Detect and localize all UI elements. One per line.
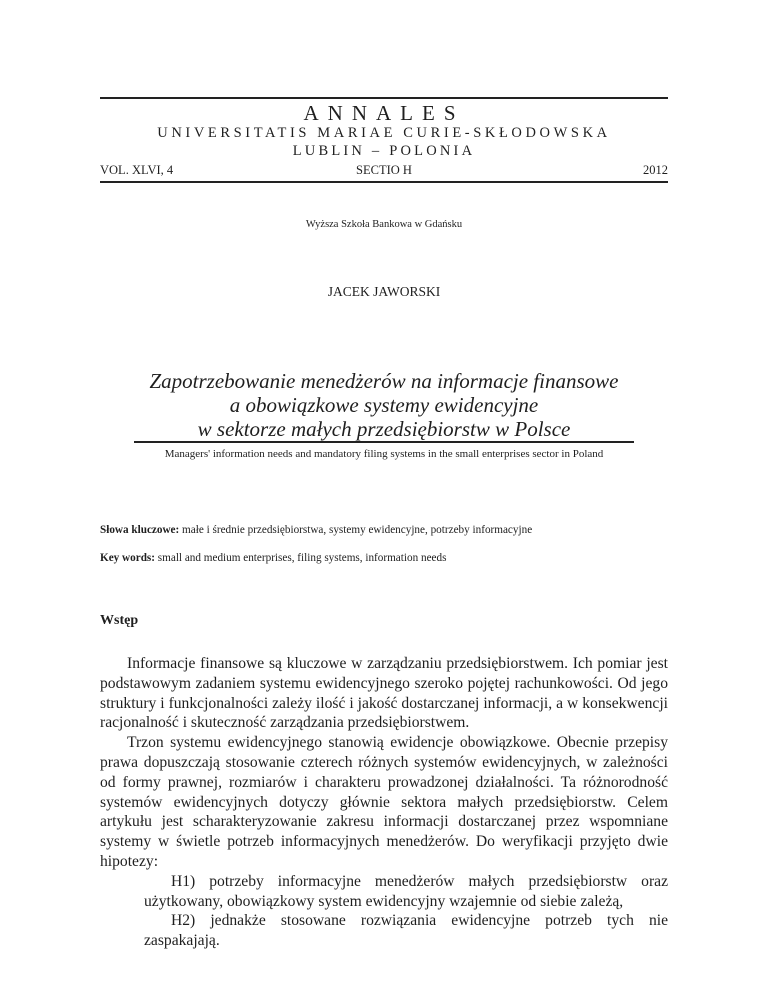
journal-name: ANNALES: [303, 101, 465, 125]
affiliation: Wyższa Szkoła Bankowa w Gdańsku: [305, 219, 463, 230]
keywords-en-text: small and medium enterprises, filing systems, information needs: [157, 552, 447, 564]
title-rule: [134, 441, 634, 443]
title-line: w sektorze małych przedsiębiorstw w Polsce: [197, 417, 571, 441]
section-heading: Wstęp: [100, 613, 139, 628]
paragraph: Trzon systemu ewidencyjnego stanowią ewidencje obowiązkowe. Obecnie przepisy prawa dopuszczają stosowanie czterech różnych systemów ewidencyjnych, w zależności od formy prawnej, rozmiarów i charakteru prowadzonej działalności. Ta różnorodność systemów ewidencyjnych dotyczy głównie sektora małych przedsiębiorstw. Celem artykułu jest scharakteryzowanie zakresu informacji dostarczanej przez wspomniane systemy w świetle potrzeb informacyjnych menedżerów. Do weryfikacji przyjęto dwie hipotezy:: [100, 734, 668, 870]
paragraph: Informacje finansowe są kluczowe w zarządzaniu przedsiębiorstwem. Ich pomiar jest podstawowym zadaniem systemu ewidencyjnego szeroko pojętej rachunkowości. Od jego struktury i funkcjonalności zależy ilość i jakość dostarczanej informacji, a w konsekwencji racjonalność i skuteczność zarządzania przedsiębiorstwem.: [100, 655, 668, 732]
university-name: UNIVERSITATIS MARIAE CURIE-SKŁODOWSKA: [157, 125, 611, 141]
city-name: LUBLIN – POLONIA: [292, 143, 476, 159]
article-title: [100, 369, 668, 441]
keywords-en-label: Key words:: [100, 552, 155, 564]
author-name: JACEK JAWORSKI: [327, 284, 441, 299]
keywords-pl: [100, 523, 668, 538]
body-text: [100, 654, 668, 951]
section-label: SECTIO H: [356, 163, 412, 177]
year-label: 2012: [643, 163, 668, 177]
title-line: a obowiązkowe systemy ewidencyjne: [229, 393, 539, 417]
keywords-pl-text: małe i średnie przedsiębiorstwa, systemy ewidencyjne, potrzeby informacyjne: [182, 524, 533, 536]
volume-label: VOL. XLVI, 4: [100, 163, 174, 177]
hypothesis-item: H1) potrzeby informacyjne menedżerów małych przedsiębiorstw oraz użytkowany, obowiązkowy system ewidencyjny wzajemnie od siebie zależą,: [144, 872, 668, 910]
header-bottom-rule: [100, 181, 668, 183]
header-top-rule: [100, 97, 668, 99]
title-line: Zapotrzebowanie menedżerów na informacje finansowe: [149, 369, 619, 393]
keywords-en: [100, 551, 668, 566]
hypothesis-item: H2) jednakże stosowane rozwiązania ewidencyjne potrzeb tych nie zaspakajają.: [144, 912, 668, 950]
english-title: Managers' information needs and mandatory filing systems in the small enterprises sector in Poland: [164, 448, 604, 460]
keywords-pl-label: Słowa kluczowe:: [100, 524, 180, 536]
